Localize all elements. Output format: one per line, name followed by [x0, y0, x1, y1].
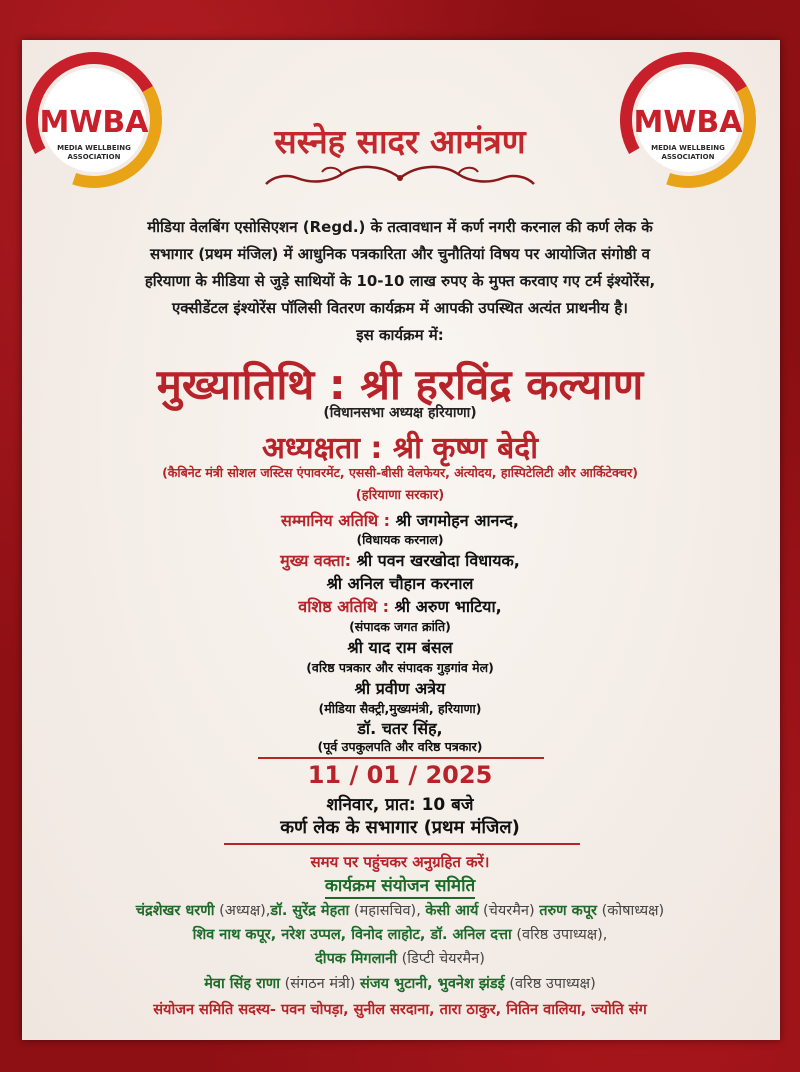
intro-line: एक्सीडेंटल इंश्योरेंस पॉलिसी वितरण कार्यक्रम में आपकी उपस्थित अत्यंत प्राथनीय है। [172, 299, 628, 317]
member-role: (संगठन मंत्री) [280, 976, 361, 992]
member-name: तरुण कपूर [539, 903, 597, 919]
intro-line: हरियाणा के मीडिया से जुड़े साथियों के 10-10 लाख रुपए के मुफ्त करवाए गए टर्म इंश्योरेंस, [144, 272, 656, 290]
member-name: केसी आर्य [425, 903, 479, 919]
special-guest-label: वशिष्ठ अतिथि : [298, 597, 395, 616]
logo-mark: MWBA [39, 105, 149, 140]
member-role: (वरिष्ठ उपाध्यक्ष), [511, 927, 608, 943]
main-speaker [0, 549, 800, 571]
member-role: (महासचिव), [349, 903, 426, 919]
member-role: (अध्यक्ष), [214, 903, 271, 919]
guest-name: डॉ. चतर सिंह, [357, 719, 443, 738]
chief-guest-designation: (विधानसभा अध्यक्ष हरियाणा) [323, 405, 477, 421]
honored-guest-designation: (विधायक करनाल) [356, 532, 444, 547]
committee-line [0, 924, 800, 944]
member-name: मेवा सिंह राणा [204, 976, 281, 992]
member-name: शिव नाथ कपूर, नरेश उप्पल, विनोद लाहोट, डॉ. अनिल दत्ता [192, 927, 512, 943]
presidency-government: (हरियाणा सरकार) [355, 488, 445, 503]
honored-guest-label: सम्मानिय अतिथि : [281, 511, 396, 530]
honored-guest-name: श्री जगमोहन आनन्द, [395, 511, 519, 530]
member-role: (कोषाध्यक्ष) [597, 903, 665, 919]
invitation-title: सस्नेह सादर आमंत्रण [274, 122, 526, 161]
main-speaker-name: श्री पवन खरखोदा विधायक, [356, 551, 520, 570]
divider [224, 843, 580, 845]
chief-guest: मुख्यातिथि : श्री हरविंद्र कल्याण [156, 360, 644, 409]
intro-line: मीडिया वेलबिंग एसोसिएशन (Regd.) के तत्वावधान में कर्ण नगरी करनाल की कर्ण लेक के [147, 218, 653, 236]
guest-name: श्री याद राम बंसल [347, 638, 453, 657]
logo-name-line1: MEDIA WELLBEING [651, 144, 725, 152]
intro-line: इस कार्यक्रम में: [356, 326, 444, 344]
presidency-designation: (कैबिनेट मंत्री सोशल जस्टिस एंपावरमेंट, एससी-बीसी वेलफेयर, अंत्योदय, हास्पिटेलिटी और आर्किटेक्चर) [162, 465, 638, 480]
main-speaker-name-2: श्री अनिल चौहान करनाल [326, 574, 474, 593]
event-day-time: शनिवार, प्रात: 10 बजे [326, 795, 474, 815]
logo-name-line2: ASSOCIATION [67, 153, 121, 161]
divider [258, 757, 544, 759]
member-name: संजय भुटानी, भुवनेश झंडई [360, 976, 505, 992]
flourish-ornament-icon [262, 160, 538, 196]
main-speaker-label: मुख्य वक्ता: [280, 551, 357, 570]
event-venue: कर्ण लेक के सभागार (प्रथम मंजिल) [280, 817, 520, 838]
member-role: (वरिष्ठ उपाध्यक्ष) [504, 976, 596, 992]
guest-name: श्री प्रवीण अत्रेय [354, 679, 446, 698]
special-guest-name: श्री अरुण भाटिया, [394, 597, 502, 616]
special-guest [0, 595, 800, 617]
guest-designation: (मीडिया सैक्ट्री,मुख्यमंत्री, हरियाणा) [318, 701, 482, 716]
committee-heading [0, 873, 800, 896]
presidency: अध्यक्षता : श्री कृष्ण बेदी [262, 431, 538, 466]
logo-name-line1: MEDIA WELLBEING [57, 144, 131, 152]
event-date: 11 / 01 / 2025 [307, 761, 493, 789]
special-guest-designation: (संपादक जगत क्रांति) [349, 619, 451, 634]
logo-mark: MWBA [633, 105, 743, 140]
member-name: डॉ. सुरेंद्र मेहता [270, 903, 350, 919]
intro-paragraph [40, 214, 760, 349]
member-name: दीपक मिगलानी [315, 951, 397, 967]
committee-members: संयोजन समिति सदस्य- पवन चोपड़ा, सुनील सरदाना, तारा ठाकुर, नितिन वालिया, ज्योति संग [153, 1002, 647, 1018]
member-role: (चेयरमैन) [478, 903, 540, 919]
committee-heading-text: कार्यक्रम संयोजन समिति [325, 876, 475, 899]
honored-guest [0, 509, 800, 531]
committee-line [0, 900, 800, 920]
intro-line: सभागार (प्रथम मंजिल) में आधुनिक पत्रकारिता और चुनौतियां विषय पर आयोजित संगोष्ठी व [149, 245, 651, 263]
member-name: चंद्रशेखर धरणी [135, 903, 215, 919]
member-role: (डिप्टी चेयरमैन) [396, 951, 485, 967]
on-time-note: समय पर पहुंचकर अनुग्रहित करें। [310, 853, 490, 871]
committee-line [0, 948, 800, 968]
guest-designation: (पूर्व उपकुलपति और वरिष्ठ पत्रकार) [317, 739, 483, 754]
guest-designation: (वरिष्ठ पत्रकार और संपादक गुड़गांव मेल) [306, 660, 494, 675]
logo-name-line2: ASSOCIATION [661, 153, 715, 161]
committee-line [0, 973, 800, 993]
